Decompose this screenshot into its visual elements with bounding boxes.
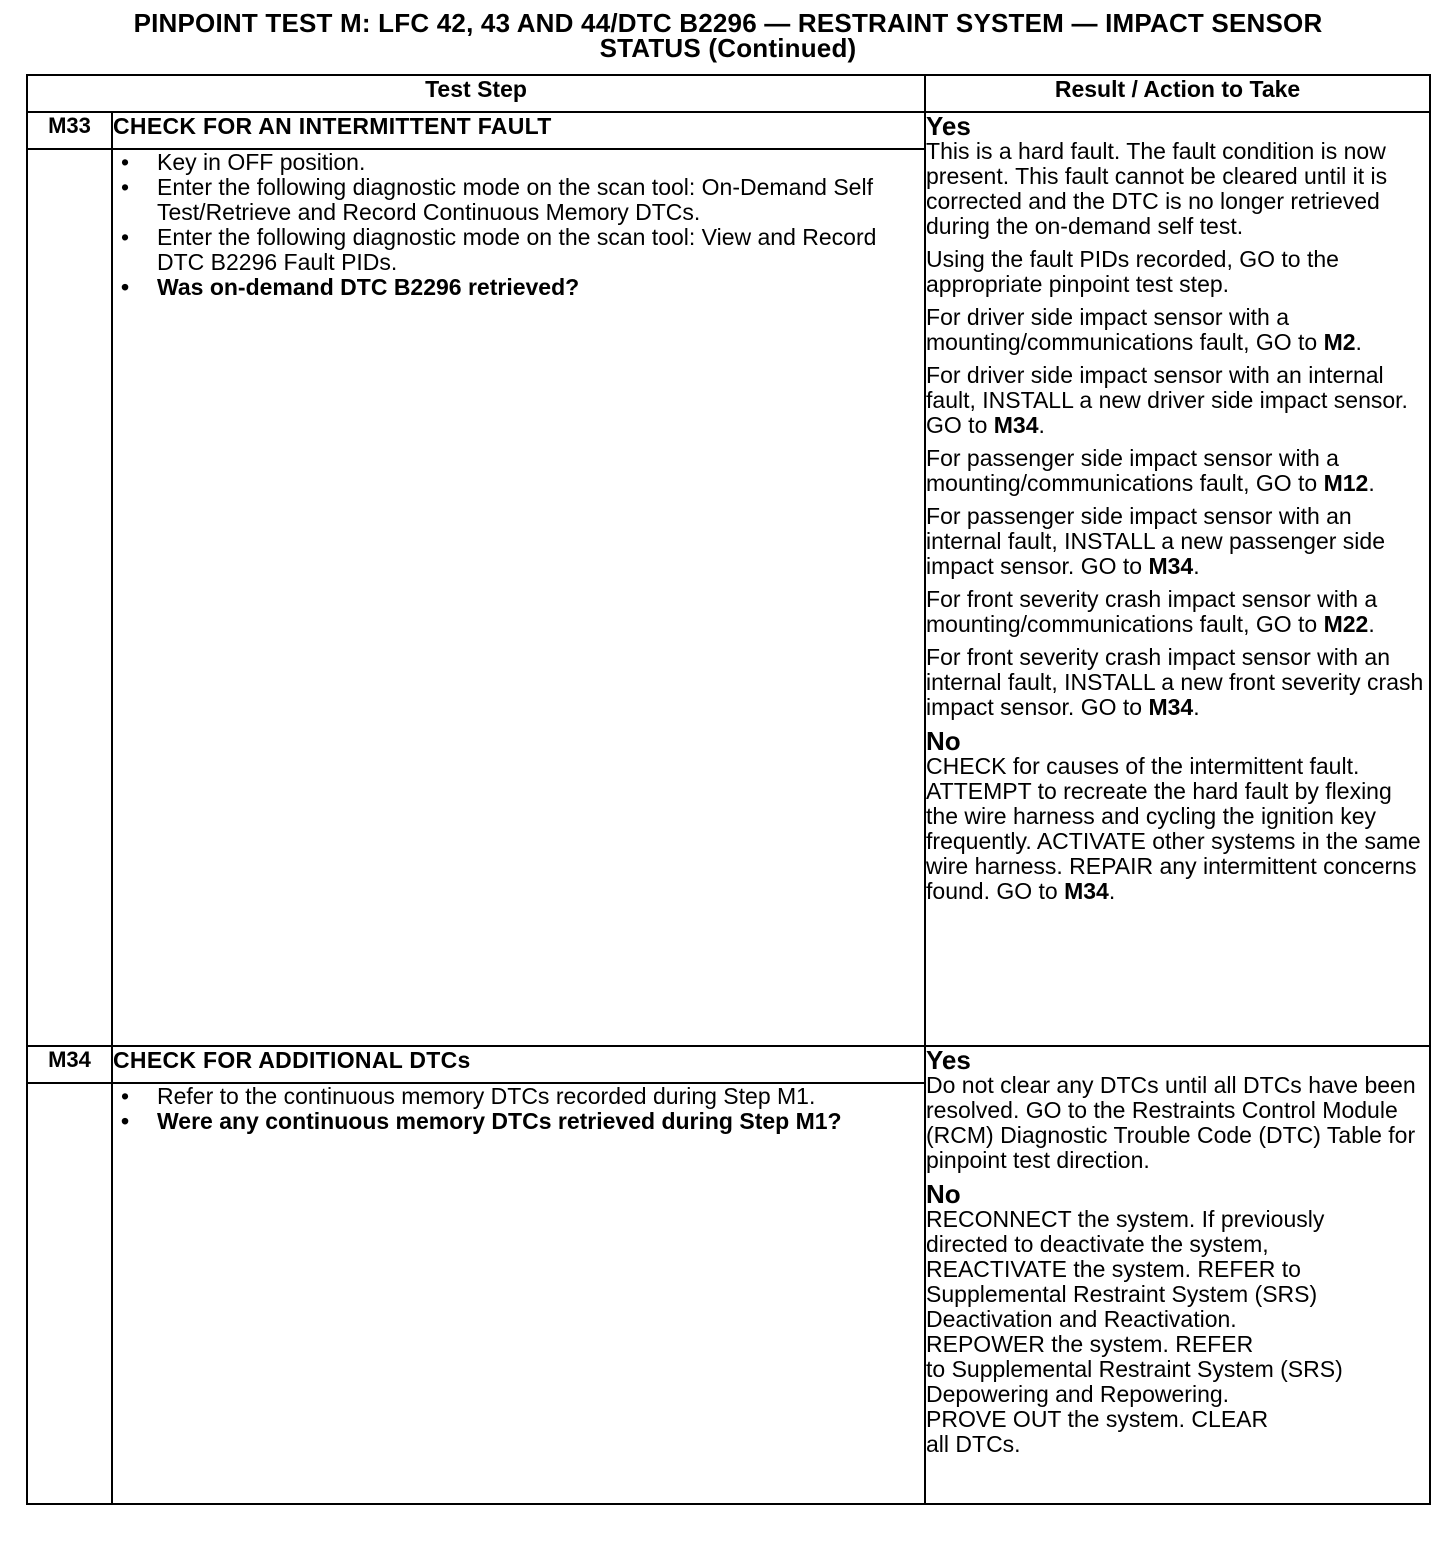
step-question: • Were any continuous memory DTCs retrieved during Step M1?: [121, 1108, 842, 1134]
list-item: • Enter the following diagnostic mode on the scan tool: View and Record DTC B2296 Fault PIDs.: [121, 224, 877, 275]
header-result: Result / Action to Take: [925, 75, 1430, 112]
step-title: CHECK FOR AN INTERMITTENT FAULT: [112, 112, 925, 149]
step-reference: M22: [1323, 611, 1369, 637]
no-line: REPOWER the system. REFER: [926, 1331, 1254, 1357]
result-paragraph: For front severity crash impact sensor with a mounting/communications fault, GO to M22.: [926, 586, 1378, 637]
no-line: to Supplemental Restraint System (SRS): [926, 1356, 1343, 1382]
step-id: M34: [27, 1046, 112, 1083]
result-paragraph: For driver side impact sensor with an internal fault, INSTALL a new driver side impact sensor. GO to M34.: [926, 362, 1408, 438]
step-instructions: [112, 1083, 925, 1504]
result-paragraph: CHECK for causes of the intermittent fault. ATTEMPT to recreate the hard fault by flexing the wire harness and cycling the ignition key frequently. ACTIVATE other systems in the same wire harness. REPAIR any intermittent concerns found. GO to M34.: [926, 753, 1421, 904]
step-reference: M2: [1323, 329, 1356, 355]
result-paragraph: For passenger side impact sensor with an internal fault, INSTALL a new passenger side impact sensor. GO to M34.: [926, 503, 1385, 579]
step-reference: M34: [1148, 553, 1194, 579]
step-result: [925, 1046, 1430, 1504]
step-question: • Was on-demand DTC B2296 retrieved?: [121, 274, 580, 300]
page-title-line2: STATUS (Continued): [599, 33, 857, 63]
no-line: Supplemental Restraint System (SRS): [926, 1281, 1318, 1307]
no-line: RECONNECT the system. If previously: [926, 1206, 1325, 1232]
step-reference: M34: [993, 412, 1039, 438]
no-label: No: [926, 1179, 961, 1209]
step-title: CHECK FOR ADDITIONAL DTCs: [112, 1046, 925, 1083]
no-line: Deactivation and Reactivation.: [926, 1306, 1237, 1332]
no-label: No: [926, 726, 961, 756]
result-paragraph: For driver side impact sensor with a mounting/communications fault, GO to M2.: [926, 304, 1362, 355]
step-reference: M34: [1148, 694, 1194, 720]
no-line: Depowering and Repowering.: [926, 1381, 1230, 1407]
result-paragraph: This is a hard fault. The fault condition is now present. This fault cannot be cleared until it is corrected and the DTC is no longer retrieved during the on-demand self test.: [926, 138, 1388, 239]
page-title-line1: PINPOINT TEST M: LFC 42, 43 AND 44/DTC B2296 — RESTRAINT SYSTEM — IMPACT SENSOR: [133, 8, 1323, 38]
list-item: • Key in OFF position.: [121, 149, 366, 175]
step-result: [925, 112, 1430, 1046]
page-title: [0, 0, 1456, 64]
step-id: M33: [27, 112, 112, 149]
pinpoint-test-table: [26, 74, 1431, 1505]
result-paragraph: For front severity crash impact sensor with an internal fault, INSTALL a new front severity crash impact sensor. GO to M34.: [926, 644, 1424, 720]
yes-label: Yes: [926, 111, 971, 141]
no-line: REACTIVATE the system. REFER to: [926, 1256, 1301, 1282]
list-item: • Enter the following diagnostic mode on the scan tool: On-Demand Self Test/Retrieve and Record Continuous Memory DTCs.: [121, 174, 873, 225]
no-line: PROVE OUT the system. CLEAR: [926, 1406, 1269, 1432]
step-id-spacer: [27, 1083, 112, 1504]
step-id-spacer: [27, 149, 112, 1046]
list-item: • Refer to the continuous memory DTCs recorded during Step M1.: [121, 1083, 816, 1109]
header-test-step: Test Step: [27, 75, 925, 112]
no-line: all DTCs.: [926, 1431, 1021, 1457]
result-paragraph: Do not clear any DTCs until all DTCs have been resolved. GO to the Restraints Control Module (RCM) Diagnostic Trouble Code (DTC) Table for pinpoint test direction.: [926, 1072, 1416, 1173]
yes-label: Yes: [926, 1045, 971, 1075]
step-instructions: [112, 149, 925, 1046]
step-reference: M12: [1323, 470, 1369, 496]
result-paragraph: Using the fault PIDs recorded, GO to the appropriate pinpoint test step.: [926, 246, 1339, 297]
result-paragraph: For passenger side impact sensor with a mounting/communications fault, GO to M12.: [926, 445, 1375, 496]
step-reference: M34: [1064, 878, 1109, 904]
no-line: directed to deactivate the system,: [926, 1231, 1269, 1257]
